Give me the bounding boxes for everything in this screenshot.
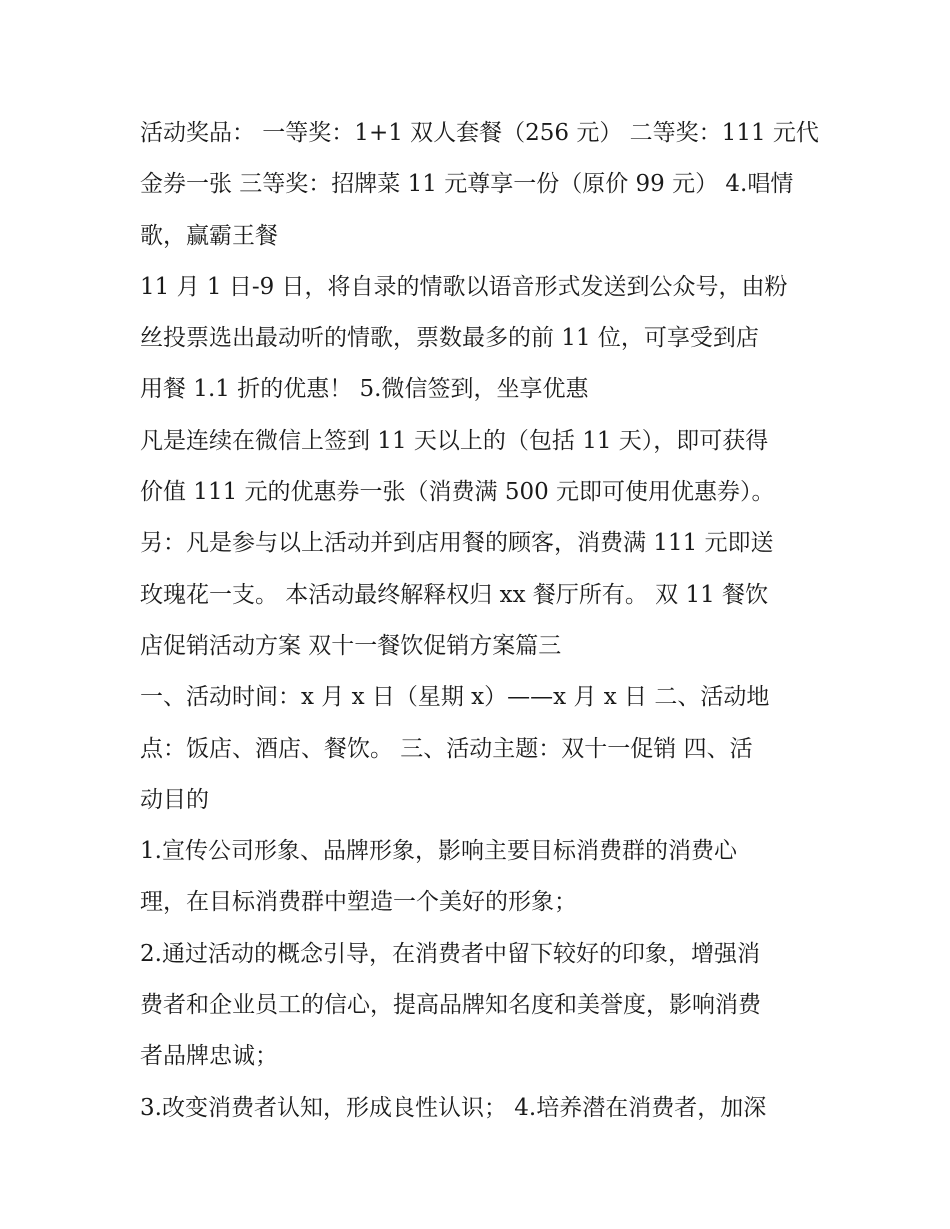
document-body (140, 108, 820, 1134)
text-line: 活动奖品： 一等奖：1+1 双人套餐（256 元） 二等奖：111 元代 (140, 120, 819, 146)
text-line: 店促销活动方案 双十一餐饮促销方案篇三 (140, 632, 562, 659)
text-line: 金券一张 三等奖：招牌菜 11 元尊享一份（原价 99 元） 4.唱情 (140, 171, 794, 198)
text-line: 动目的 (140, 786, 209, 813)
text-line: 丝投票选出最动听的情歌，票数最多的前 11 位，可享受到店 (140, 325, 759, 352)
text-line: 费者和企业员工的信心，提高品牌知名度和美誉度，影响消费 (140, 992, 761, 1019)
text-line: 11 月 1 日-9 日，将自录的情歌以语音形式发送到公众号，由粉 (140, 273, 788, 300)
text-line: 点：饭店、酒店、餐饮。 三、活动主题：双十一促销 四、活 (140, 735, 753, 762)
text-line: 凡是连续在微信上签到 11 天以上的（包括 11 天），即可获得 (140, 427, 769, 454)
text-line: 2.通过活动的概念引导，在消费者中留下较好的印象，增强消 (140, 940, 760, 967)
text-line: 一、活动时间：x 月 x 日（星期 x）——x 月 x 日 二、活动地 (140, 684, 770, 711)
text-line: 歌，赢霸王餐 (140, 222, 278, 249)
text-line: 另：凡是参与以上活动并到店用餐的顾客，消费满 111 元即送 (140, 530, 774, 557)
text-line: 者品牌忠诚； (140, 1043, 278, 1070)
text-line: 理，在目标消费群中塑造一个美好的形象； (140, 889, 577, 916)
text-line: 用餐 1.1 折的优惠！ 5.微信签到，坐享优惠 (140, 376, 589, 403)
text-line: 玫瑰花一支。 本活动最终解释权归 xx 餐厅所有。 双 11 餐饮 (140, 581, 769, 608)
text-line: 1.宣传公司形象、品牌形象，影响主要目标消费群的消费心 (140, 838, 737, 865)
text-line: 3.改变消费者认知，形成良性认识； 4.培养潜在消费者，加深 (140, 1094, 767, 1121)
text-line: 价值 111 元的优惠券一张（消费满 500 元即可使用优惠券）。 (140, 479, 775, 506)
